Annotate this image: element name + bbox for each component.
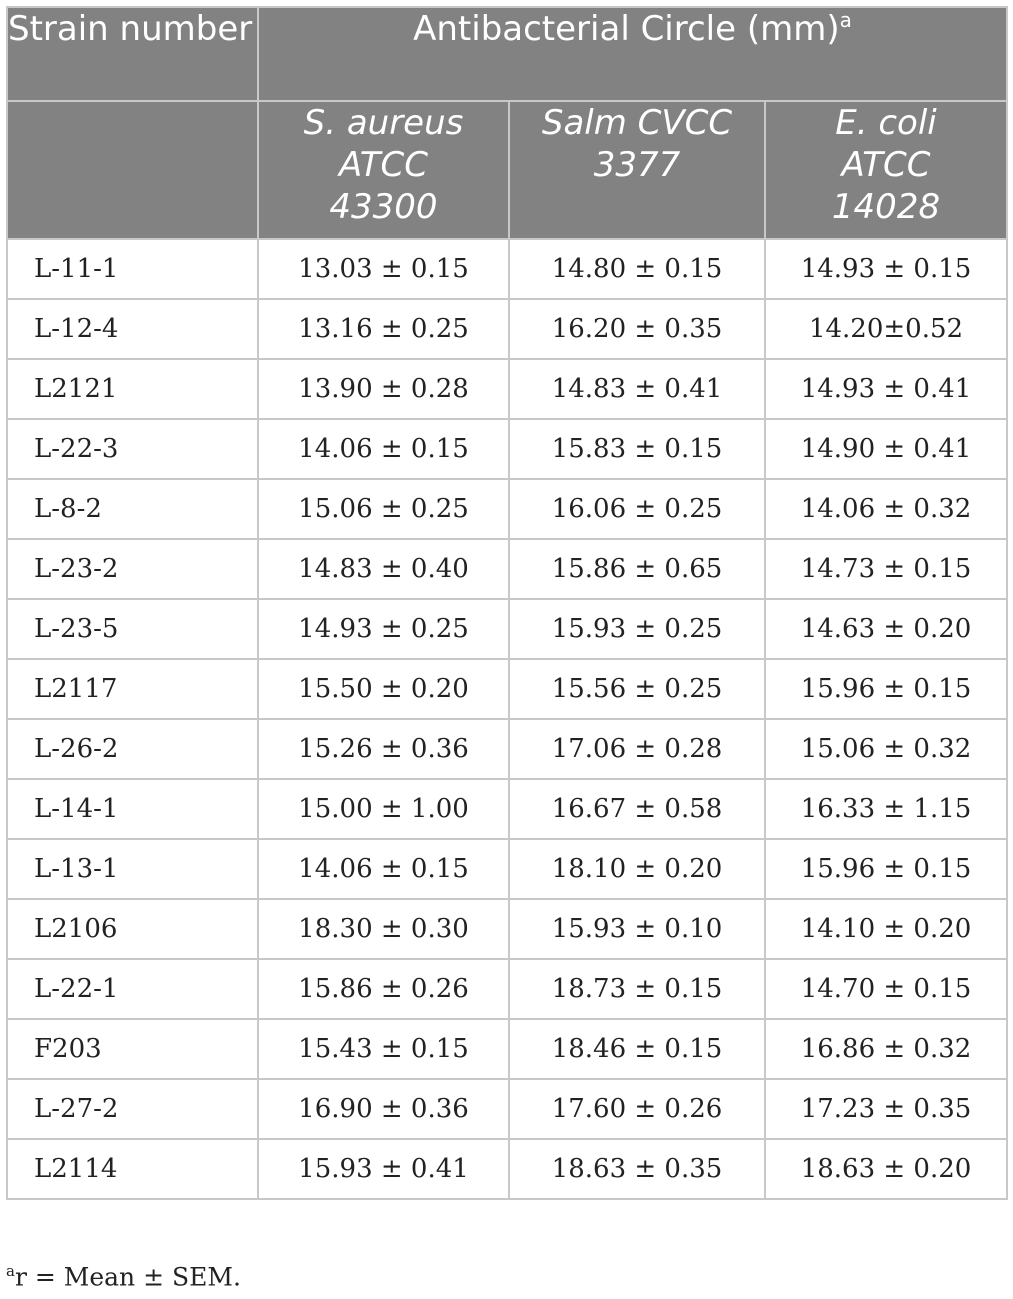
s-aureus-value: 14.93 ± 0.25 bbox=[258, 599, 509, 659]
table-row bbox=[7, 659, 1007, 719]
strain-number-header bbox=[7, 7, 258, 101]
table-row bbox=[7, 839, 1007, 899]
s-aureus-value: 13.16 ± 0.25 bbox=[258, 299, 509, 359]
s-aureus-value: 18.30 ± 0.30 bbox=[258, 899, 509, 959]
e-coli-line2: ATCC bbox=[841, 145, 931, 185]
s-aureus-value: 13.03 ± 0.15 bbox=[258, 239, 509, 299]
salm-value: 15.93 ± 0.10 bbox=[509, 899, 765, 959]
antibacterial-circle-label: Antibacterial Circle (mm) bbox=[413, 9, 840, 49]
header-footnote-marker: a bbox=[839, 8, 852, 32]
table-row bbox=[7, 779, 1007, 839]
header-row-sub bbox=[7, 101, 1007, 239]
e-coli-value: 17.23 ± 0.35 bbox=[765, 1079, 1007, 1139]
table-row bbox=[7, 299, 1007, 359]
salm-value: 16.67 ± 0.58 bbox=[509, 779, 765, 839]
strain-cell: L2114 bbox=[7, 1139, 258, 1199]
salm-value: 14.83 ± 0.41 bbox=[509, 359, 765, 419]
strain-cell: L-22-1 bbox=[7, 959, 258, 1019]
e-coli-value: 16.86 ± 0.32 bbox=[765, 1019, 1007, 1079]
table-row bbox=[7, 599, 1007, 659]
e-coli-value: 14.93 ± 0.41 bbox=[765, 359, 1007, 419]
salm-value: 18.63 ± 0.35 bbox=[509, 1139, 765, 1199]
s-aureus-line3: 43300 bbox=[329, 187, 438, 227]
s-aureus-line2: ATCC bbox=[338, 145, 429, 185]
salm-value: 18.46 ± 0.15 bbox=[509, 1019, 765, 1079]
table-row bbox=[7, 479, 1007, 539]
antibacterial-table bbox=[6, 6, 1008, 1200]
s-aureus-value: 15.43 ± 0.15 bbox=[258, 1019, 509, 1079]
table-row bbox=[7, 419, 1007, 479]
e-coli-value: 14.90 ± 0.41 bbox=[765, 419, 1007, 479]
antibacterial-circle-header bbox=[258, 7, 1007, 101]
salm-value: 15.83 ± 0.15 bbox=[509, 419, 765, 479]
e-coli-value: 18.63 ± 0.20 bbox=[765, 1139, 1007, 1199]
salm-value: 14.80 ± 0.15 bbox=[509, 239, 765, 299]
salm-value: 15.93 ± 0.25 bbox=[509, 599, 765, 659]
table-row bbox=[7, 1019, 1007, 1079]
s-aureus-value: 15.50 ± 0.20 bbox=[258, 659, 509, 719]
s-aureus-value: 15.00 ± 1.00 bbox=[258, 779, 509, 839]
strain-cell: F203 bbox=[7, 1019, 258, 1079]
salm-value: 16.06 ± 0.25 bbox=[509, 479, 765, 539]
salm-value: 18.73 ± 0.15 bbox=[509, 959, 765, 1019]
strain-cell: L-27-2 bbox=[7, 1079, 258, 1139]
table-row bbox=[7, 539, 1007, 599]
e-coli-header bbox=[765, 101, 1007, 239]
e-coli-line3: 14028 bbox=[831, 187, 941, 227]
e-coli-value: 14.10 ± 0.20 bbox=[765, 899, 1007, 959]
salm-value: 16.20 ± 0.35 bbox=[509, 299, 765, 359]
strain-number-label: Strain number bbox=[8, 9, 253, 49]
strain-cell: L-23-2 bbox=[7, 539, 258, 599]
strain-cell: L-23-5 bbox=[7, 599, 258, 659]
e-coli-value: 14.20±0.52 bbox=[765, 299, 1007, 359]
salm-value: 15.86 ± 0.65 bbox=[509, 539, 765, 599]
s-aureus-value: 14.83 ± 0.40 bbox=[258, 539, 509, 599]
s-aureus-value: 16.90 ± 0.36 bbox=[258, 1079, 509, 1139]
salm-line2: 3377 bbox=[593, 145, 681, 185]
e-coli-line1: E. coli bbox=[835, 103, 937, 143]
salm-value: 17.06 ± 0.28 bbox=[509, 719, 765, 779]
strain-cell: L-14-1 bbox=[7, 779, 258, 839]
strain-cell: L2121 bbox=[7, 359, 258, 419]
strain-cell: L-11-1 bbox=[7, 239, 258, 299]
strain-cell: L-13-1 bbox=[7, 839, 258, 899]
salm-value: 15.56 ± 0.25 bbox=[509, 659, 765, 719]
strain-cell: L-8-2 bbox=[7, 479, 258, 539]
s-aureus-value: 14.06 ± 0.15 bbox=[258, 419, 509, 479]
table-body bbox=[7, 239, 1007, 1199]
e-coli-value: 15.96 ± 0.15 bbox=[765, 839, 1007, 899]
s-aureus-value: 14.06 ± 0.15 bbox=[258, 839, 509, 899]
s-aureus-value: 15.06 ± 0.25 bbox=[258, 479, 509, 539]
e-coli-value: 16.33 ± 1.15 bbox=[765, 779, 1007, 839]
table-row bbox=[7, 899, 1007, 959]
footnote-marker: a bbox=[6, 1262, 15, 1280]
s-aureus-value: 13.90 ± 0.28 bbox=[258, 359, 509, 419]
salm-value: 18.10 ± 0.20 bbox=[509, 839, 765, 899]
e-coli-value: 14.63 ± 0.20 bbox=[765, 599, 1007, 659]
table-row bbox=[7, 959, 1007, 1019]
e-coli-value: 14.06 ± 0.32 bbox=[765, 479, 1007, 539]
e-coli-value: 14.73 ± 0.15 bbox=[765, 539, 1007, 599]
s-aureus-value: 15.26 ± 0.36 bbox=[258, 719, 509, 779]
table-row bbox=[7, 1079, 1007, 1139]
footnote-text: r = Mean ± SEM. bbox=[14, 1262, 241, 1292]
empty-header-cell bbox=[7, 101, 258, 239]
s-aureus-value: 15.86 ± 0.26 bbox=[258, 959, 509, 1019]
strain-cell: L-12-4 bbox=[7, 299, 258, 359]
e-coli-value: 15.96 ± 0.15 bbox=[765, 659, 1007, 719]
salm-line1: Salm CVCC bbox=[541, 103, 733, 143]
strain-cell: L-26-2 bbox=[7, 719, 258, 779]
strain-cell: L2117 bbox=[7, 659, 258, 719]
salm-value: 17.60 ± 0.26 bbox=[509, 1079, 765, 1139]
s-aureus-value: 15.93 ± 0.41 bbox=[258, 1139, 509, 1199]
table-row bbox=[7, 719, 1007, 779]
header-row-top bbox=[7, 7, 1007, 101]
s-aureus-line1: S. aureus bbox=[303, 103, 464, 143]
table-row bbox=[7, 239, 1007, 299]
s-aureus-header bbox=[258, 101, 509, 239]
e-coli-value: 14.70 ± 0.15 bbox=[765, 959, 1007, 1019]
footnote bbox=[6, 1262, 241, 1291]
strain-cell: L2106 bbox=[7, 899, 258, 959]
salm-header bbox=[509, 101, 765, 239]
strain-cell: L-22-3 bbox=[7, 419, 258, 479]
e-coli-value: 15.06 ± 0.32 bbox=[765, 719, 1007, 779]
e-coli-value: 14.93 ± 0.15 bbox=[765, 239, 1007, 299]
table-row bbox=[7, 359, 1007, 419]
table-row bbox=[7, 1139, 1007, 1199]
